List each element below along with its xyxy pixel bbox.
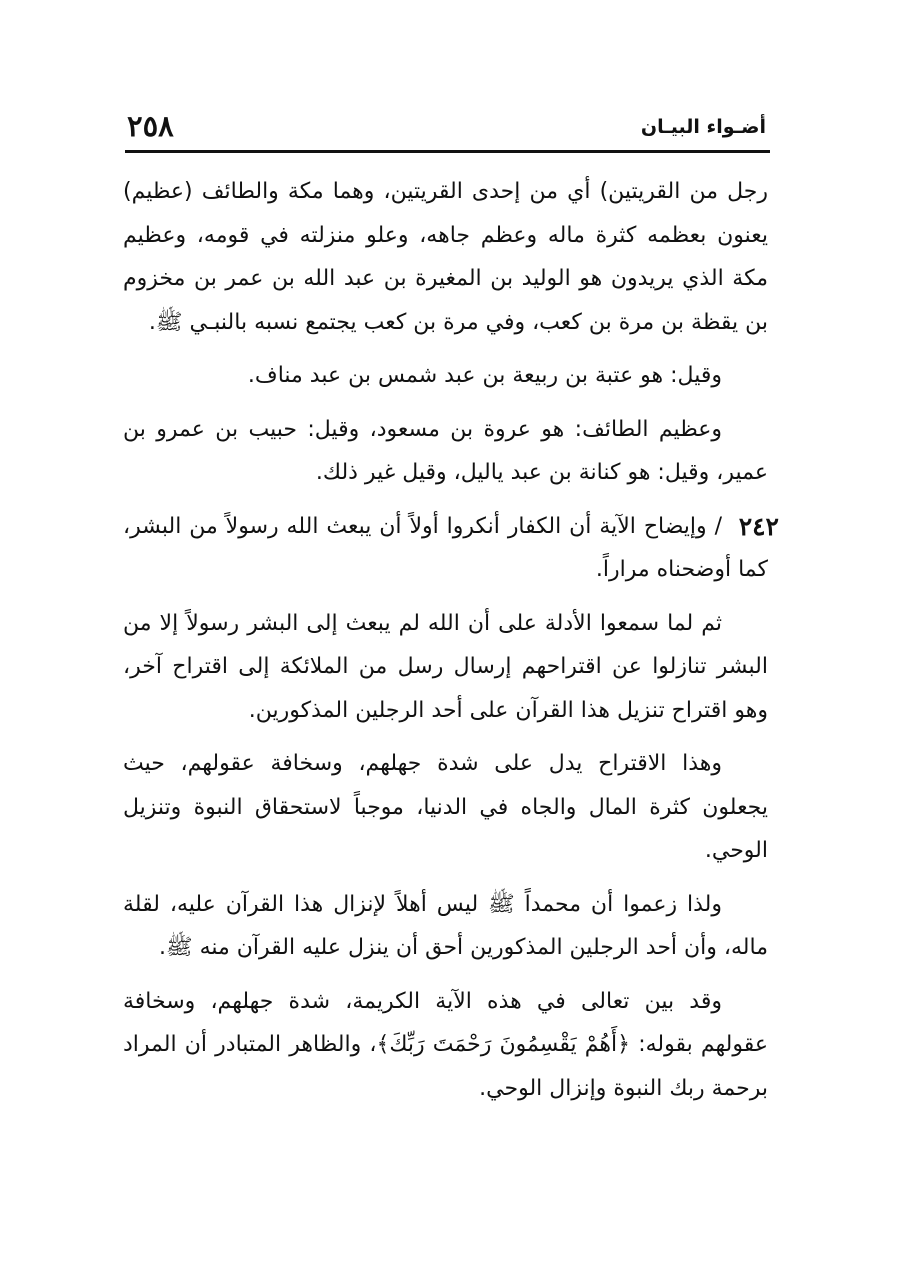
margin-page-reference: ٢٤٢ [738, 511, 779, 541]
paragraph: وقد بين تعالى في هذه الآية الكريمة، شدة جهلهم، وسخافة عقولهم بقوله: ﴿أَهُمْ يَقْسِمُونَ رَحْمَتَ رَبِّكَ﴾، والظاهر المتبادر أن المراد برحمة ربك النبوة وإنزال الوحي. [123, 988, 768, 1101]
paragraph: ثم لما سمعوا الأدلة على أن الله لم يبعث إلى البشر رسولاً إلا من البشر تنازلوا عن اقتراحهم إرسال رسل من الملائكة إلى اقتراح آخر، وهو اقتراح تنزيل هذا القرآن على أحد الرجلين المذكورين. [123, 610, 768, 723]
body-text [123, 170, 779, 1120]
page-number: ٢٥٨ [127, 109, 174, 143]
running-header [125, 108, 770, 150]
paragraph-text: / وإيضاح الآية أن الكفار أنكروا أولاً أن يبعث الله رسولاً من البشر، كما أوضحناه مراراً. [123, 513, 768, 582]
paragraph: وعظيم الطائف: هو عروة بن مسعود، وقيل: حبيب بن عمرو بن عمير، وقيل: هو كنانة بن عبد ياليل، وقيل غير ذلك. [123, 416, 768, 485]
header-divider [125, 150, 770, 153]
paragraph: وقيل: هو عتبة بن ربيعة بن عبد شمس بن عبد مناف. [247, 363, 722, 388]
paragraph: ولذا زعموا أن محمداً ﷺ ليس أهلاً لإنزال هذا القرآن عليه، لقلة ماله، وأن أحد الرجلين المذكورين أحق أن ينزل عليه القرآن منه ﷺ. [123, 891, 768, 960]
paragraph-continuation: رجل من القريتين) أي من إحدى القريتين، وهما مكة والطائف (عظيم) يعنون بعظمه كثرة ماله وعظم جاهه، وعلو منزلته في قومه، وعظيم مكة الذي يريدون هو الوليد بن المغيرة بن عبد الله بن عمر بن مخزوم بن يقظة بن مرة بن كعب، وفي مرة بن كعب يجتمع نسبه بالنبـي ﷺ. [123, 179, 768, 335]
paragraph: وهذا الاقتراح يدل على شدة جهلهم، وسخافة عقولهم، حيث يجعلون كثرة المال والجاه في الدنيا، موجباً لاستحقاق النبوة وتنزيل الوحي. [123, 751, 768, 863]
book-title: أضـواء البيـان [640, 116, 766, 138]
paragraph-with-margin-ref [123, 505, 779, 592]
